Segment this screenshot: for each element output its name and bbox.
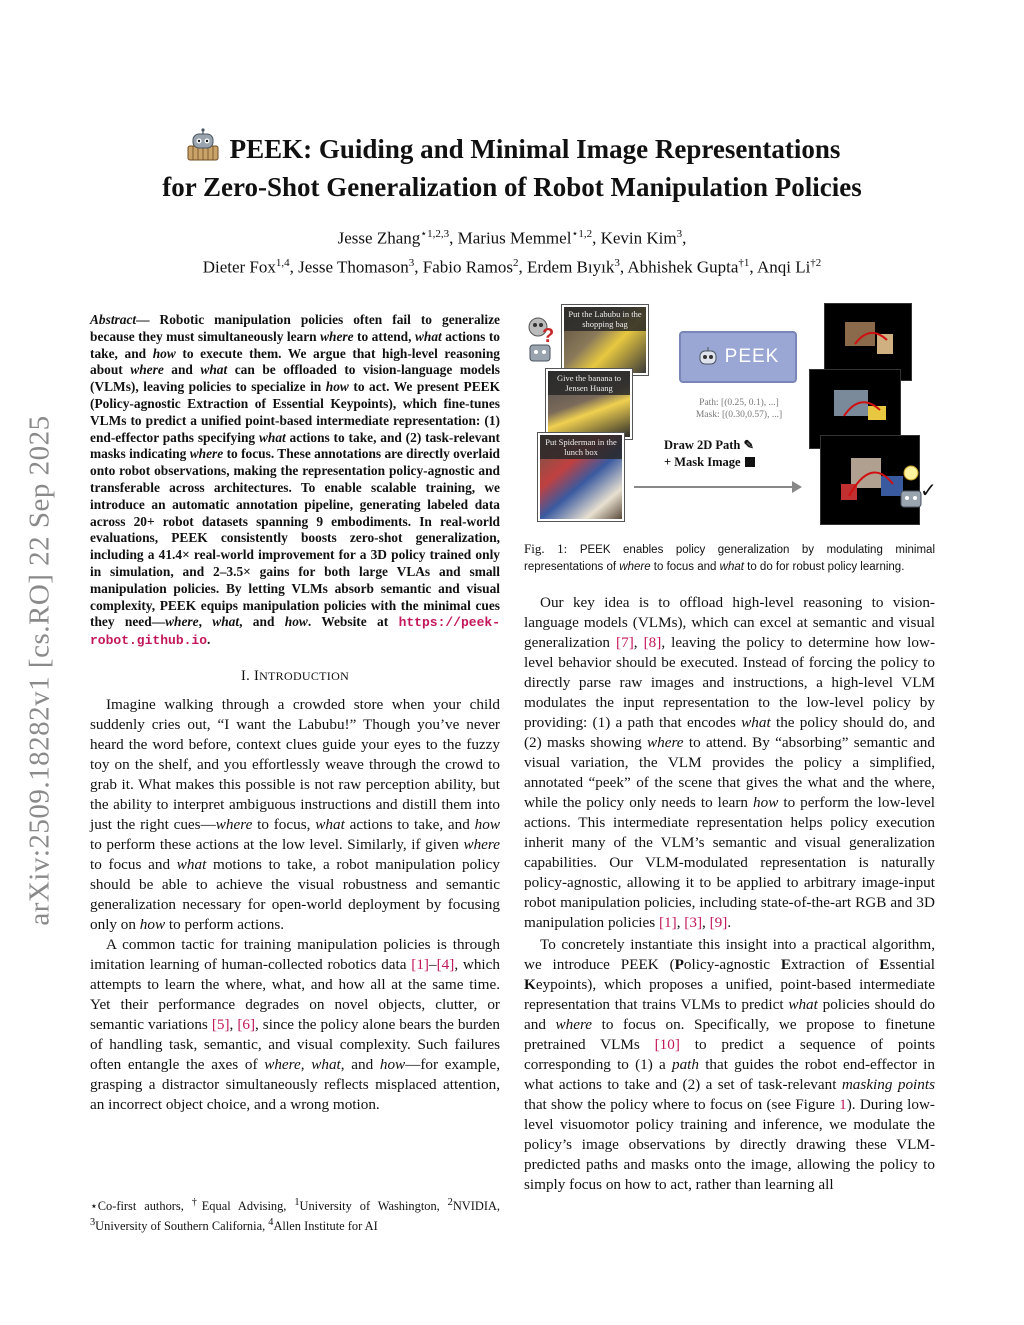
arxiv-identifier-stamp — [18, 375, 62, 965]
mask-image-label: + Mask Image — [664, 455, 741, 469]
peek-model-box — [679, 331, 797, 383]
author-list — [100, 222, 924, 279]
section-title-capital: I — [253, 667, 260, 684]
author-affiliation: ⋆1,2 — [571, 228, 593, 240]
author-affiliation: 1,4 — [275, 256, 290, 269]
title-line-1 — [100, 128, 924, 170]
photo-caption: Give the banana to Jensen Huang — [548, 371, 630, 395]
abstract-text: to execute them. We argue that high-level reasoning about — [90, 345, 500, 378]
citation-link[interactable]: [7] — [616, 634, 634, 651]
author-name: Dieter Fox — [202, 257, 276, 277]
title-line-2: for Zero-Shot Generalization of Robot Manipulation Policies — [162, 172, 862, 202]
author-name: Marius Memmel — [457, 228, 572, 248]
author-affiliation: 3 — [408, 256, 415, 269]
abstract-emphasis: how — [325, 379, 349, 395]
abstract-emphasis: where — [165, 614, 199, 630]
author-affiliation: 3 — [676, 228, 683, 240]
abstract-emphasis: how — [152, 345, 176, 361]
arrow-head-icon — [792, 481, 802, 493]
abstract-text: to focus. These annotations are directly overlaid onto robot observations, making the representation policy-agnostic and transferable across architectures. To enable scalable training, we introduce an automatic annotation pipeline, generating labeled data across 20+ robot datasets spanning 9 embodiments. In real-world evaluations, PEEK consistently boosts zero-shot generalization, including a 41.4× real-world improvement for a 3D policy trained only in simulation, and 2–3.5× gains for both large VLAs and small manipulation policies. By letting VLMs absorb semantic and visual complexity, PEEK equips manipulation policies with the minimal cues they need— — [90, 446, 500, 630]
paper-title — [100, 128, 924, 204]
citation-link[interactable]: [4] — [436, 955, 455, 973]
abstract-text: actions to take, and (2) task-relevant masks indicating — [90, 429, 500, 462]
draw-path-label: Draw 2D Path — [664, 438, 741, 452]
author-name: Anqi Li — [756, 257, 811, 277]
citation-link[interactable]: [8] — [643, 634, 662, 651]
mask-output: Mask: [(0.30,0.57), ...] — [695, 410, 783, 420]
project-website-link[interactable]: https://peek-robot.github.io — [90, 615, 500, 649]
section-title-rest: NTRODUCTION — [259, 668, 350, 683]
section-heading-introduction — [90, 668, 500, 685]
abstract-emphasis: how — [284, 614, 308, 630]
abstract-text: , — [198, 614, 213, 630]
author-line-2: Dieter Fox$^{1,4}$, Jesse Thomason$^3$, Fabio Ramos$^2$, Erdem Bıyık$^3$, Abhishek Gupta$^{\dagger 1}$, Anqi Li$^{\dagger 2}$ — [202, 256, 822, 277]
citation-link[interactable]: [10] — [654, 1036, 680, 1053]
author-name: Abhishek Gupta — [627, 257, 739, 277]
author-affiliation: 3 — [614, 256, 620, 269]
figure-1 — [524, 303, 935, 533]
photo-caption: Put Spiderman in the lunch box — [540, 435, 622, 459]
section-number: I. — [240, 667, 254, 684]
pencil-icon: ✎ — [743, 438, 754, 452]
author-name: Kevin Kim — [600, 228, 677, 248]
abstract-text: — Robotic manipulation policies often fail to generalize because they must simultaneously learn — [90, 312, 500, 344]
vlm-output-text — [674, 397, 804, 421]
peek-label: PEEK — [724, 346, 780, 367]
abstract-lead: Abstract — [90, 312, 137, 327]
right-column — [524, 303, 935, 1195]
black-square-icon — [745, 457, 755, 467]
peek-robot-logo-icon — [184, 128, 222, 170]
right-paragraph-2: To concretely instantiate this insight into a practical algorithm, we introduce PEEK (Policy-agnostic Extraction of Essential Keypoints), which proposes a unified, point-based intermediate representation that trains VLMs to predict what policies should do and where to focus on. Specifically, we propose to finetune pretrained VLMs [10] to predict a sequence of points corresponding to (1) a path that guides the robot end-effector in what actions to take and (2) a set of task-relevant masking points that show the policy where to focus on (see Figure 1). During low-level visuomotor policy training and inference, we modulate the policy’s image observations by directly drawing these VLM-predicted paths and masks onto the image, allowing the policy to simply focus on how to act, rather than learning all — [524, 936, 935, 1193]
task-photo-banana — [546, 369, 632, 439]
author-name: Jesse Thomason — [298, 257, 409, 277]
intro-paragraph-1: Imagine walking through a crowded store when your child suddenly cries out, “I want the Labubu!” Though you’ve never heard the word before, context clues guide your eyes to the fuzzy toy on the shelf, and you effortlessly weave through the crowd to grab it. What makes this possible is not raw perception ability, but the ability to interpret ambiguous instructions and distill them into just the right cues—where to focus, what actions to take, and how to perform these actions at the low level. Similarly, if given where to focus and what motions to take, a robot manipulation policy should be able to achieve the visual robustness and semantic generalization necessary for open-world deployment by focusing only on how to perform actions. — [90, 695, 500, 933]
author-affiliation: †2 — [810, 256, 822, 269]
abstract-emphasis: what — [258, 429, 286, 445]
abstract-text: . — [207, 632, 211, 648]
right-paragraph-1: Our key idea is to offload high-level reasoning to vision-language models (VLMs), which can excel at semantic and visual generalization [7], [8], leaving the policy to determine how low-level behavior should be executed. Instead of forcing the policy to directly parse raw images and instructions, a high-level VLM modulates the input representation to the low-level policy by providing: (1) a path that encodes what the policy should do, and (2) masks showing where to attend. By “absorbing” semantic and visual variation, the VLM provides the policy a simplified, annotated “peek” of the scene that gives the what and the where, while the policy only needs to learn how to perform the low-level actions. This intermediate representation helps policy execution inherit many of the VLM’s semantic and visual generalization capabilities. Our VLM-modulated representation is naturally policy-agnostic, allowing it to be applied to arbitrary image-input robot manipulation policies, including state-of-the-art RGB and 3D manipulation policies [1], [3], [9]. — [524, 594, 936, 931]
abstract-text: to attend, — [353, 328, 415, 344]
citation-link[interactable]: [1] — [658, 914, 677, 931]
author-name: Fabio Ramos — [422, 257, 513, 277]
abstract-text: and — [163, 362, 201, 378]
abstract-emphasis: where — [189, 446, 224, 462]
abstract-text: , and — [239, 614, 285, 630]
author-name: Jesse Zhang — [337, 228, 421, 248]
affiliation-footnote: ⋆Co-first authors, †Equal Advising, $^1$University of Washington, $^2$NVIDIA, $^3$University of Southern California, $^4$Allen Institute for AI — [90, 1197, 500, 1233]
abstract-emphasis: what — [200, 362, 228, 378]
citation-link[interactable]: [9] — [709, 914, 728, 931]
abstract-emphasis: what — [212, 614, 240, 630]
arrow-shaft — [634, 486, 794, 488]
right-body-text — [524, 593, 935, 1195]
citation-link[interactable]: [6] — [237, 1015, 256, 1033]
author-affiliation: †1 — [738, 256, 750, 269]
citation-link[interactable]: [5] — [211, 1015, 230, 1033]
draw-instruction — [664, 437, 814, 471]
author-affiliation: 2 — [512, 256, 519, 269]
title-line-1-text: PEEK: Guiding and Minimal Image Representations — [229, 134, 841, 164]
introduction-text — [90, 695, 500, 1115]
abstract-text: actions to take, and — [90, 328, 500, 361]
arxiv-identifier-text: arXiv:2509.18282v1 [cs.RO] 22 Sep 2025 — [23, 414, 56, 926]
abstract-emphasis: what — [414, 328, 442, 344]
abstract-emphasis: where — [320, 328, 354, 344]
photo-caption: Put the Labubu in the shopping bag — [564, 307, 646, 331]
path-output: Path: [(0.25, 0.1), ...] — [699, 398, 779, 408]
citation-link[interactable]: [3] — [684, 914, 703, 931]
check-mark-icon: ✓ — [920, 480, 937, 502]
abstract-text: to act. We present PEEK (Policy-agnostic Extraction of Essential Keypoints), which fine-tunes VLMs to predict a unified point-based intermediate representation: (1) end-effector paths specifying — [90, 379, 500, 445]
author-affiliation: ⋆1,2,3 — [420, 228, 450, 240]
author-name: Erdem Bıyık — [526, 257, 615, 277]
left-column — [90, 312, 500, 1115]
citation-link[interactable]: [1] — [411, 955, 429, 973]
abstract-text: can be offloaded to vision-language models (VLMs), leaving policies to specialize in — [90, 362, 500, 395]
author-line-1: Jesse Zhang$^{⋆1,2,3}$, Marius Memmel$^{⋆1,2}$, Kevin Kim$^3$, — [337, 228, 687, 248]
figure-number: Fig. 1: — [524, 541, 568, 556]
task-photo-labubu — [562, 305, 648, 375]
task-photo-spiderman — [538, 433, 624, 521]
figure-reference-link[interactable]: 1 — [839, 1096, 847, 1113]
abstract — [90, 312, 500, 650]
peek-robot-icon — [697, 346, 719, 368]
abstract-text: . Website at — [307, 614, 399, 630]
abstract-emphasis: where — [130, 362, 164, 378]
question-mark-icon: ? — [542, 325, 555, 347]
intro-paragraph-2: A common tactic for training manipulation policies is through imitation learning of human-collected robotics data [1]–[4], which attempts to learn the where, what, and how all at the same time. Yet their performance degrades on novel objects, clutter, or semantic variations [5], [6], since the policy alone bears the burden of handling task, semantic, and visual complexity. Such failures often entangle the axes of where, what, and how—for example, grasping a distractor simultaneously reflects misplaced attention, an incorrect object choice, and a wrong motion. — [90, 935, 501, 1113]
figure-caption: Fig. 1: PEEK enables policy generalization by modulating minimal representations of where to focus and what to do for robust policy learning. — [524, 541, 935, 573]
